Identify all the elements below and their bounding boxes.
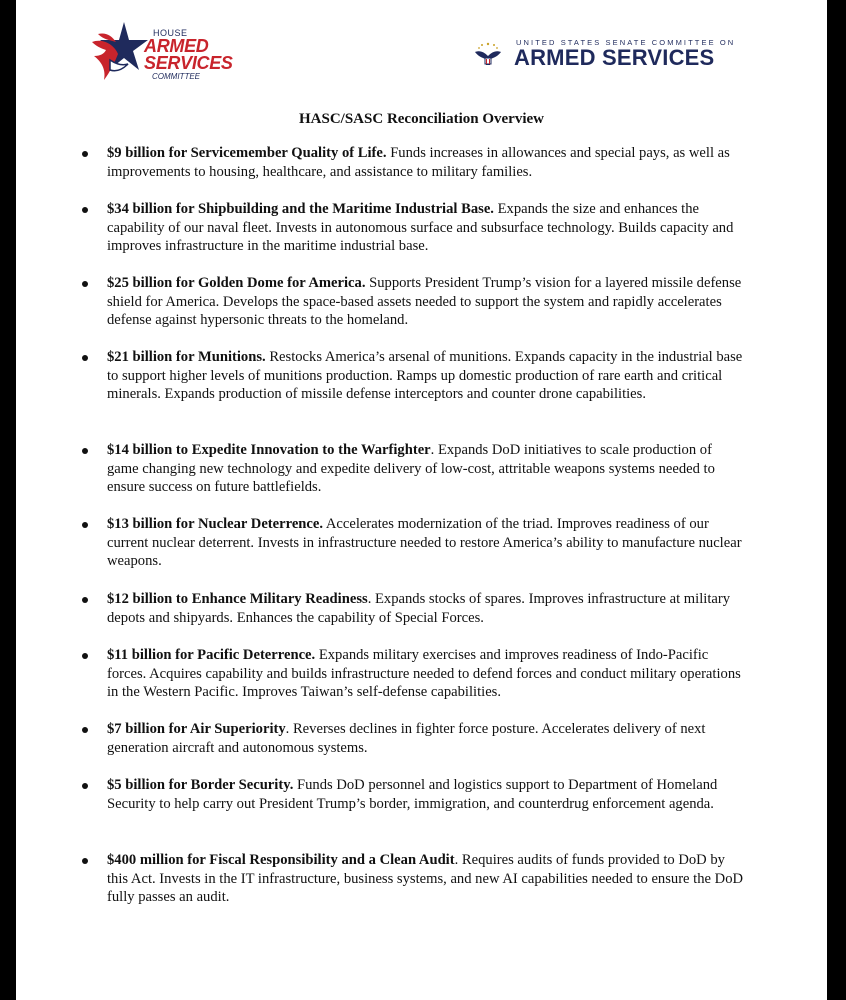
- item-heading: $21 billion for Munitions.: [107, 349, 266, 365]
- star-eagle-icon: [88, 20, 150, 82]
- item-body: . Expands stocks of spares. Improves infrastructure at military depots and shipyards. Enhances the capability of Special Forces.: [107, 591, 731, 626]
- hasc-logo-line3: SERVICES: [144, 53, 233, 73]
- hasc-logo-line2: ARMED: [144, 36, 209, 56]
- bullet-icon: [82, 653, 88, 659]
- document-page: [16, 0, 827, 1000]
- item-heading: $400 million for Fiscal Responsibility and a Clean Audit: [107, 852, 455, 868]
- item-body: Expands the size and enhances the capability of our naval fleet. Invests in autonomous surface and subsurface technology. Builds capacity and improves infrastructure in the maritime industrial base.: [107, 201, 734, 255]
- bullet-icon: [82, 355, 88, 361]
- bullet-icon: [82, 448, 88, 454]
- bullet-icon: [82, 597, 88, 603]
- item-heading: $5 billion for Border Security.: [107, 777, 294, 793]
- letterhead: [16, 0, 827, 100]
- item-body: . Reverses declines in fighter force posture. Accelerates delivery of next generation aircraft and autonomous systems.: [107, 721, 706, 756]
- bullet-icon: [82, 207, 88, 213]
- item-heading: $9 billion for Servicemember Quality of Life.: [107, 145, 387, 161]
- bullet-icon: [82, 727, 88, 733]
- item-body: Supports President Trump’s vision for a layered missile defense shield for America. Develops the space-based assets needed to support the system and rapidly accelerates defense against hypersonic threats to the homeland.: [107, 275, 742, 329]
- item-body: Expands military exercises and improves readiness of Indo-Pacific forces. Acquires capability and builds infrastructure needed to defend forces and conduct military operations in the Western Pacific. Improves Taiwan’s self-defense capabilities.: [107, 647, 741, 701]
- item-body: Accelerates modernization of the triad. Improves readiness of our current nuclear deterrent. Invests in infrastructure needed to restore America’s ability to manufacture nuclear weapons.: [107, 516, 742, 570]
- item-body: . Requires audits of funds provided to DoD by this Act. Invests in the IT infrastructure, business systems, and new AI capabilities needed to ensure the DoD fully passes an audit.: [107, 852, 744, 906]
- item-heading: $25 billion for Golden Dome for America.: [107, 275, 366, 291]
- bullet-icon: [82, 783, 88, 789]
- item-body: Funds increases in allowances and special pays, as well as improvements to housing, healthcare, and assistance to military families.: [107, 145, 730, 180]
- bullet-icon: [82, 858, 88, 864]
- bullet-icon: [82, 151, 88, 157]
- sasc-logo-line1: UNITED STATES SENATE COMMITTEE ON: [516, 38, 736, 47]
- hasc-logo-line4: COMMITTEE: [152, 72, 200, 81]
- hasc-logo: [88, 20, 258, 86]
- item-body: Restocks America’s arsenal of munitions. Expands capacity in the industrial base to support higher levels of munitions production. Ramps up domestic production of rare earth and critical minerals. Expands production of missile defense interceptors and counter drone capabilities.: [107, 349, 743, 403]
- item-heading: $11 billion for Pacific Deterrence.: [107, 647, 316, 663]
- sasc-logo-line2: ARMED SERVICES: [514, 45, 715, 70]
- item-heading: $7 billion for Air Superiority: [107, 721, 286, 737]
- bullet-icon: [82, 522, 88, 528]
- item-body: . Expands DoD initiatives to scale production of game changing new technology and expedite delivery of low-cost, attritable weapons systems needed to ensure success on future battlefields.: [107, 442, 715, 496]
- sasc-logo: [472, 38, 772, 72]
- item-heading: $14 billion to Expedite Innovation to the Warfighter: [107, 442, 431, 458]
- item-body: Funds DoD personnel and logistics support to Department of Homeland Security to help carry out President Trump’s border, immigration, and counterdrug enforcement agenda.: [107, 777, 718, 812]
- item-heading: $12 billion to Enhance Military Readiness: [107, 591, 368, 607]
- eagle-seal-icon: [472, 38, 504, 70]
- item-heading: $13 billion for Nuclear Deterrence.: [107, 516, 324, 532]
- hasc-logo-line1: HOUSE: [153, 28, 188, 38]
- document-title: HASC/SASC Reconciliation Overview: [299, 111, 544, 127]
- item-heading: $34 billion for Shipbuilding and the Maritime Industrial Base.: [107, 201, 494, 217]
- bullet-icon: [82, 281, 88, 287]
